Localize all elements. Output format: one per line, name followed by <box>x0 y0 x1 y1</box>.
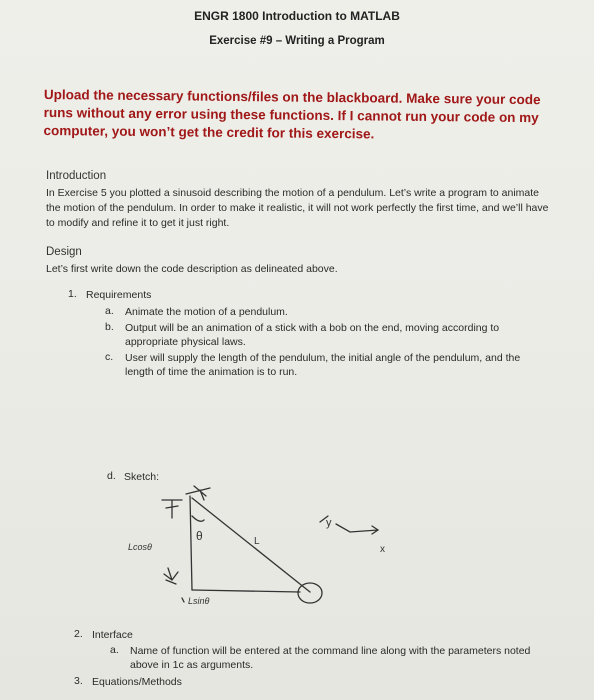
theta-label: θ <box>196 529 203 543</box>
pendulum-string <box>192 498 310 592</box>
requirements-heading: Requirements <box>86 289 152 301</box>
length-label: L <box>254 536 260 547</box>
y-axis-label: y <box>326 517 332 529</box>
introduction-heading: Introduction <box>46 170 107 182</box>
requirement-1b: Output will be an animation of a stick with a bob on the end, moving according to appropriate physical laws. <box>125 322 500 348</box>
requirement-1c: User will supply the length of the pendulum, the initial angle of the pendulum, and the length of time the animation is to run. <box>125 352 521 378</box>
list-marker-1d: d. <box>107 470 116 482</box>
requirement-1a: Animate the motion of a pendulum. <box>125 306 288 318</box>
design-text: Let’s first write down the code description as delineated above. <box>46 263 338 275</box>
interface-heading: Interface <box>92 629 133 641</box>
list-marker-2: 2. <box>74 628 83 640</box>
horizontal-line <box>192 590 300 592</box>
exercise-title: Exercise #9 – Writing a Program <box>209 35 385 47</box>
list-marker-1: 1. <box>68 288 77 300</box>
introduction-text: In Exercise 5 you plotted a sinusoid describing the motion of a pendulum. Let’s write a program to animate the motion of the pendulum. In order to make it realistic, it will not work perfectly the first time, and we’ll have to modify and refine it to get it just right. <box>46 187 549 229</box>
pendulum-bob <box>298 583 322 603</box>
design-heading: Design <box>46 246 82 258</box>
pendulum-sketch <box>110 480 430 620</box>
vertical-line <box>190 496 192 590</box>
course-title: ENGR 1800 Introduction to MATLAB <box>194 9 400 23</box>
sketch-label: Sketch: <box>124 471 160 483</box>
down-arrow <box>164 568 178 584</box>
submission-warning: Upload the necessary functions/files on the blackboard. Make sure your code runs without any error using these functions. If I cannot run your code on my computer, you won’t get the credit for this exercise. <box>43 86 541 142</box>
equations-methods-heading: Equations/Methods <box>92 676 182 688</box>
list-marker-3: 3. <box>74 675 83 687</box>
interface-2a: Name of function will be entered at the command line along with the parameters noted above in 1c as arguments. <box>130 645 531 671</box>
pivot-mark <box>162 500 182 518</box>
list-marker-1b: b. <box>105 321 114 333</box>
list-marker-2a: a. <box>110 644 119 656</box>
lsin-label: Lsinθ <box>188 596 210 606</box>
list-marker-1a: a. <box>105 305 114 317</box>
lcos-label: Lcosθ <box>128 542 152 552</box>
list-marker-1c: c. <box>105 351 114 363</box>
x-axis-label: x <box>380 544 385 555</box>
